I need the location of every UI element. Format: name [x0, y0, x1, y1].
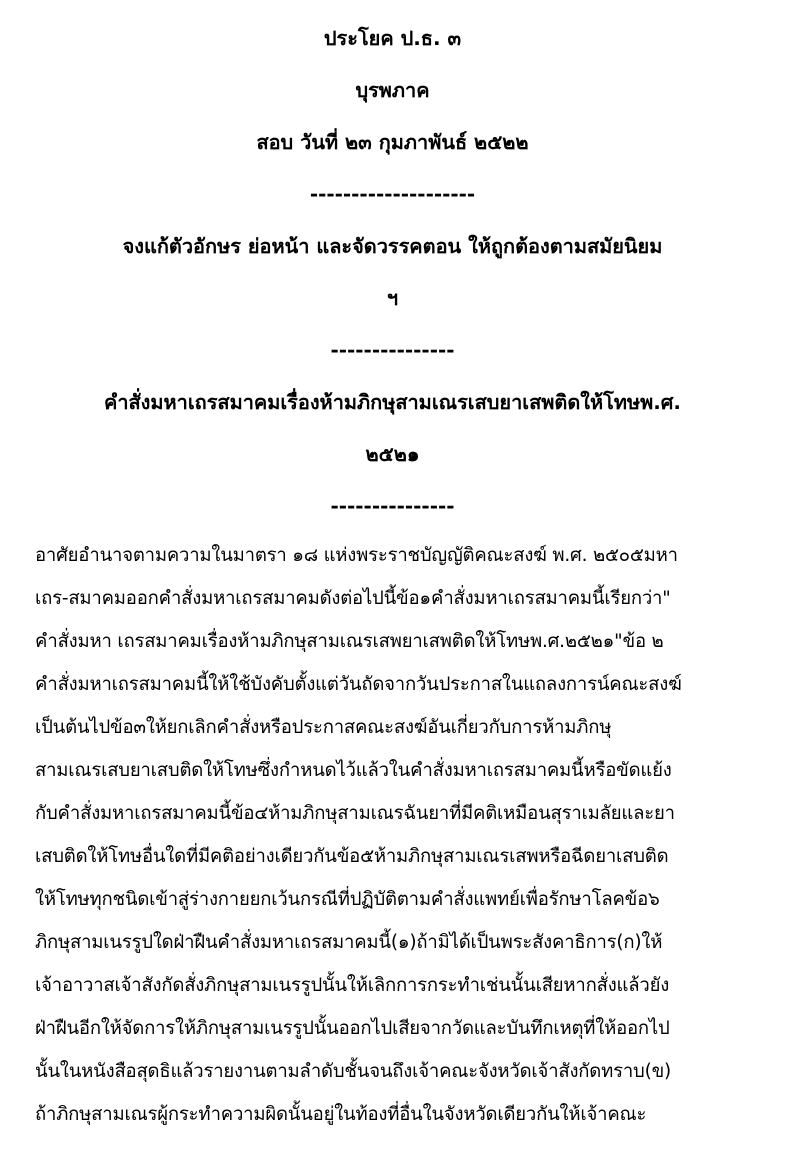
exam-subject: บุรพภาค — [355, 79, 430, 102]
divider-3: --------------- — [330, 495, 455, 518]
divider-1: -------------------- — [309, 183, 476, 206]
body-line: กับคำสั่งมหาเถรสมาคมนี้ข้อ๔ห้ามภิกษุสามเณรฉันยาที่มีคติเหมือนสุราเมลัยและยา — [35, 803, 675, 824]
instruction-line-2: ฯ — [386, 287, 399, 310]
body-line: ภิกษุสามเนรรูปใดฝ่าฝืนคำสั่งมหาเถรสมาคมนี้(๑)ถ้ามิได้เป็นพระสังคาธิการ(ก)ให้ — [35, 932, 663, 953]
divider-2: --------------- — [330, 339, 455, 362]
exam-title: ประโยค ป.ธ. ๓ — [323, 27, 462, 50]
body-line: คำสั่งมหา เถรสมาคมเรื่องห้ามภิกษุสามเณรเสพยาเสพติดให้โทษพ.ศ.๒๕๒๑"ข้อ ๒ — [35, 631, 664, 652]
body-line: นั้นในหนังสือสุดธิแล้วรายงานตามลำดับชั้นจนถึงเจ้าคณะจังหวัดเจ้าสังกัดทราบ(ข) — [35, 1061, 672, 1082]
body-line: คำสั่งมหาเถรสมาคมนี้ให้ใช้บังคับตั้งแต่วันถัดจากวันประกาสในแถลงการน์คณะสงฆ์ — [35, 674, 682, 695]
body-line: ให้โทษทุกชนิดเข้าสู่ร่างกายยกเว้นกรณีที่ปฏิบัติตามคำสั่งแพทย์เพื่อรักษาโลคข้อ๖ — [35, 889, 660, 910]
instruction-line-1: จงแก้ตัวอักษร ย่อหน้า และจัดวรรคตอน ให้ถูกต้องตามสมัยนิยม — [122, 235, 663, 258]
document-title-line-1: คำสั่งมหาเถรสมาคมเรื่องห้ามภิกษุสามเณรเสบยาเสพติดให้โทษพ.ศ. — [104, 391, 681, 414]
body-line: เป็นต้นไปข้อ๓ให้ยกเลิกคำสั่งหรือประกาสคณะสงฆ์อันเกี่ยวกับการห้ามภิกษุ — [35, 717, 612, 738]
body-line: เจ้าอาวาสเจ้าสังกัดสั่งภิกษุสามเนรรูปนั้นให้เลิกการกระทำเช่นนั้นเสียหากสั่งแล้วยัง — [35, 975, 670, 996]
body-line: ถ้าภิกษุสามเณรผู้กระทำความผิดนั้นอยู่ในท้องที่อื่นในจังหวัดเดียวกันให้เจ้าคณะ — [35, 1104, 647, 1125]
exam-date: สอบ วันที่ ๒๓ กุมภาพันธ์ ๒๕๒๒ — [256, 131, 529, 154]
body-line: อาศัยอำนาจตามความในมาตรา ๑๘ แห่งพระราชบัญญัติคณะสงฆ์ พ.ศ. ๒๕๐๕มหา — [35, 545, 678, 566]
body-line: เถร-สมาคมออกคำสั่งมหาเถรสมาคมดังต่อไปนี้ข้อ๑คำสั่งมหาเถรสมาคมนี้เรียกว่า" — [35, 588, 671, 609]
document-title-line-2: ๒๕๒๑ — [365, 443, 420, 466]
body-line: ฝ่าฝืนอีกให้จัดการให้ภิกษุสามเนรรูปนั้นออกไปเสียจากวัดและบันทึกเหตุที่ให้ออกไป — [35, 1018, 670, 1039]
body-line: เสบติดให้โทษอื่นใดที่มีคติอย่างเดียวกันข้อ๕ห้ามภิกษุสามเณรเสพหรือฉีดยาเสบติด — [35, 846, 669, 867]
body-line: สามเณรเสบยาเสบติดให้โทษซึ่งกำหนดไว้แล้วในคำสั่งมหาเถรสมาคมนี้หรือขัดแย้ง — [35, 760, 672, 781]
